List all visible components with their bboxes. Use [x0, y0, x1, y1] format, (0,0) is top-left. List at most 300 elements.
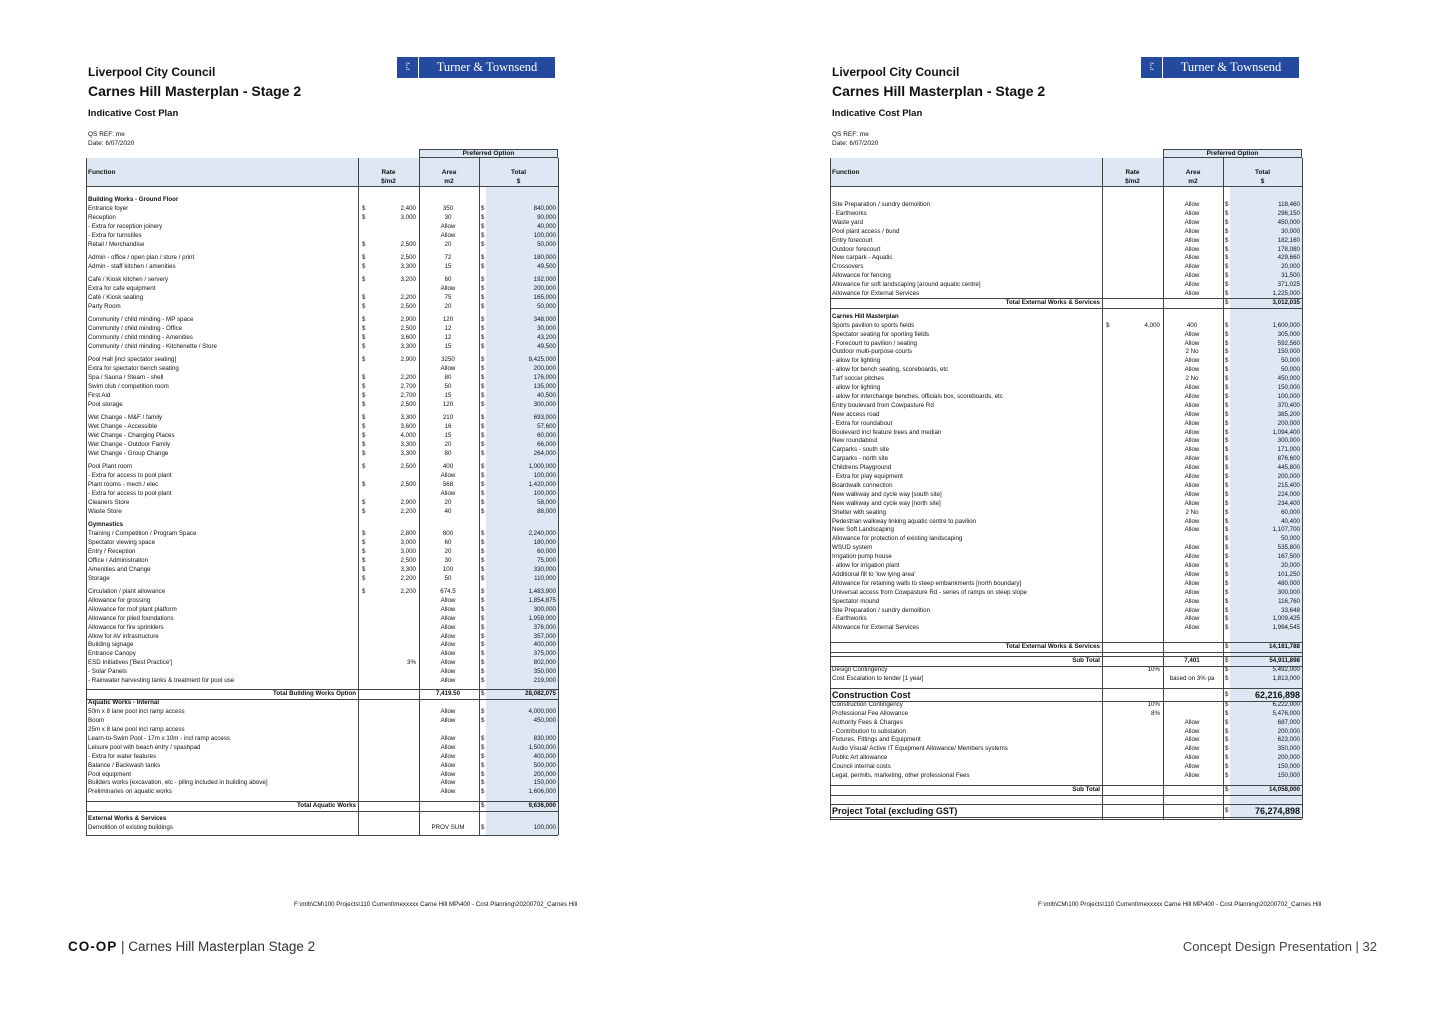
area-value: Allow — [440, 734, 456, 742]
table-bottom-rule — [86, 835, 558, 836]
row-function: - allow for irrigation plant — [832, 562, 900, 569]
rate-dollar: $ — [362, 432, 366, 440]
row-function: Reception — [88, 213, 116, 221]
row-function: - Contribution to substation — [832, 727, 906, 735]
row-function: Extra for spectator bench seating — [88, 365, 179, 373]
area-value: 60 — [444, 276, 452, 284]
area-value: Allow — [1184, 517, 1200, 525]
row-function: Amenities and Change — [88, 565, 151, 573]
row-function: Total External Works & Services — [1005, 298, 1100, 306]
total-row — [830, 643, 1302, 652]
cost-row — [86, 232, 558, 241]
total-dollar: $ — [1225, 464, 1229, 472]
total-value: 100,000 — [533, 231, 556, 239]
row-function: Community / child minding - MP space — [88, 316, 194, 324]
row-function: Allowance for soft landscaping [around aquatic centre] — [832, 281, 981, 289]
grid-line — [830, 158, 831, 819]
total-dollar: $ — [481, 423, 485, 431]
cost-row — [86, 641, 558, 650]
area-value: Allow — [1184, 290, 1200, 297]
row-function: Public Art allowance — [832, 754, 888, 762]
total-dollar: $ — [481, 632, 485, 640]
area-value: 210 — [442, 414, 454, 422]
total-dollar: $ — [1225, 298, 1229, 306]
area-value: Allow — [440, 743, 456, 751]
row-function: Cleaners Store — [88, 498, 130, 506]
area-value: 20 — [444, 441, 452, 448]
col-area-unit: m2 — [1188, 178, 1198, 185]
cost-row — [86, 717, 558, 726]
area-value: Allow — [1184, 419, 1200, 427]
total-dollar: $ — [481, 343, 485, 350]
cost-row — [830, 607, 1302, 616]
row-function: - Forecourt to pavilion / seating — [832, 339, 917, 347]
cost-row — [86, 481, 558, 490]
total-dollar: $ — [481, 392, 485, 399]
total-value: 802,000 — [533, 659, 556, 667]
total-dollar: $ — [481, 588, 485, 595]
row-function: Construction Contingency — [832, 700, 903, 708]
total-rule — [830, 804, 1302, 805]
row-function: Authority Fees & Charges — [832, 718, 903, 726]
total-value: 40,500 — [537, 392, 556, 399]
row-function: Wet Change - Outdoor Family — [88, 441, 171, 448]
area-value: Allow — [1184, 218, 1200, 226]
cost-row — [86, 334, 558, 343]
cost-row — [86, 343, 558, 352]
area-value: Allow — [1184, 201, 1200, 208]
rate-dollar: $ — [362, 392, 366, 399]
area-value: 2 No — [1185, 375, 1199, 383]
cost-row — [830, 526, 1302, 535]
total-dollar: $ — [1225, 700, 1229, 708]
cost-row — [86, 566, 558, 575]
area-value: Allow — [1184, 718, 1200, 726]
total-dollar: $ — [1225, 281, 1229, 289]
rate-value: 10% — [1147, 700, 1160, 708]
total-value: 1,009,425 — [1272, 615, 1300, 623]
total-value: 50,000 — [537, 240, 556, 248]
row-function: Irrigation pump house — [832, 553, 892, 561]
total-value: 1,107,700 — [1272, 526, 1300, 534]
area-value: Allow — [1184, 366, 1200, 374]
row-function: Training / Competition / Program Space — [88, 530, 197, 538]
rate-dollar: $ — [362, 565, 366, 573]
row-function: WSUD system — [832, 544, 873, 552]
total-value: 182,160 — [1277, 236, 1300, 244]
row-function: Leisure pool with beach entry / spashpad — [88, 743, 201, 751]
area-value: Allow — [1184, 236, 1200, 244]
area-value: 12 — [444, 325, 452, 333]
total-value: 54,911,898 — [1269, 657, 1300, 665]
row-function: Builders works [excavation, etc - piling included in building above] — [88, 779, 268, 787]
cost-row — [86, 432, 558, 441]
rate-dollar: $ — [362, 547, 366, 555]
area-value: Allow — [1184, 437, 1200, 445]
total-value: 623,000 — [1277, 736, 1300, 744]
row-function: Turf soccer pitches — [832, 375, 885, 383]
area-value: Allow — [440, 752, 456, 760]
total-value: 60,000 — [537, 432, 556, 440]
total-dollar: $ — [1225, 218, 1229, 226]
area-value: Allow — [440, 472, 456, 480]
cost-row — [830, 580, 1302, 589]
row-function: Allowance for grossing — [88, 596, 151, 604]
area-value: Allow — [1184, 544, 1200, 552]
row-function: Admin - office / open plan / store / print — [88, 253, 195, 261]
col-rate: Rate — [381, 169, 396, 176]
area-value: 16 — [444, 423, 452, 431]
total-value: 1,600,000 — [1272, 321, 1300, 329]
area-value: Allow — [1184, 736, 1200, 744]
cost-row — [86, 414, 558, 423]
row-function: Café / Kiosk kitchen / servery — [88, 276, 169, 284]
cost-row — [86, 753, 558, 762]
area-value: 15 — [444, 262, 452, 270]
cost-row — [86, 508, 558, 517]
cost-row — [830, 675, 1302, 684]
cost-row — [86, 548, 558, 557]
rate-value: 3,000 — [400, 539, 416, 546]
cost-row — [86, 624, 558, 633]
area-value: 3250 — [441, 356, 455, 364]
total-value: 20,000 — [1281, 562, 1300, 569]
total-value: 1,813,000 — [1272, 674, 1300, 682]
cost-row — [830, 710, 1302, 719]
area-value: Allow — [440, 365, 456, 373]
total-dollar: $ — [1225, 473, 1229, 480]
total-rule — [86, 811, 558, 812]
cost-row — [86, 392, 558, 401]
total-value: 376,000 — [533, 623, 556, 631]
row-function: Total Building Works Option — [273, 690, 356, 698]
row-function: Allowance for fencing — [832, 272, 891, 280]
cost-row — [86, 606, 558, 615]
area-value: 80 — [444, 449, 452, 457]
col-total: Total — [1254, 169, 1271, 176]
total-value: 58,000 — [537, 498, 556, 506]
area-value: Allow — [1184, 339, 1200, 347]
total-value: 101,250 — [1277, 570, 1300, 578]
area-value: 568 — [442, 481, 454, 489]
cost-row — [830, 228, 1302, 237]
total-value: 300,000 — [1277, 437, 1300, 445]
row-function: Project Total (excluding GST) — [832, 805, 958, 816]
total-value: 178,080 — [1277, 245, 1300, 253]
total-dollar: $ — [1225, 227, 1229, 235]
org-name: Liverpool City Council — [832, 65, 960, 79]
total-dollar: $ — [1225, 806, 1229, 814]
area-value: Allow — [1184, 579, 1200, 587]
row-function: Fixtures, Fittings and Equipment — [832, 736, 921, 744]
cost-row — [830, 237, 1302, 246]
cost-row — [830, 624, 1302, 633]
total-dollar: $ — [1225, 754, 1229, 762]
total-value: 200,000 — [1277, 727, 1300, 735]
area-value: 674.5 — [440, 588, 456, 595]
area-value: 15 — [444, 343, 452, 350]
row-function: Pool Hall [incl spectator seating] — [88, 356, 177, 364]
cost-row — [830, 571, 1302, 580]
total-value: 693,000 — [533, 414, 556, 422]
area-value: Allow — [1184, 272, 1200, 280]
total-value: 20,000 — [1281, 263, 1300, 271]
total-dollar: $ — [481, 204, 485, 212]
row-function: Childrens Playground — [832, 464, 892, 472]
col-area-unit: m2 — [444, 178, 454, 185]
row-function: Boom — [88, 717, 105, 725]
total-dollar: $ — [481, 605, 485, 613]
area-value: Allow — [1184, 597, 1200, 605]
cost-row — [86, 276, 558, 285]
row-function: Extra for cafe equipment — [88, 285, 156, 293]
rate-value: 2,500 — [400, 325, 416, 333]
rate-value: 2,500 — [400, 400, 416, 408]
total-dollar: $ — [481, 414, 485, 422]
total-dollar: $ — [1225, 657, 1229, 665]
row-function: Total Aquatic Works — [296, 801, 356, 809]
row-function: New access road — [832, 410, 880, 418]
total-dollar: $ — [481, 650, 485, 658]
cost-row — [86, 708, 558, 717]
row-function: Additional fill to 'low lying area' — [832, 570, 916, 578]
total-dollar: $ — [1225, 588, 1229, 596]
cost-row — [830, 719, 1302, 728]
cost-row — [830, 393, 1302, 402]
total-dollar: $ — [481, 432, 485, 440]
total-rule — [830, 795, 1302, 796]
area-value: 75 — [444, 294, 452, 301]
total-dollar: $ — [481, 276, 485, 284]
total-value: 300,000 — [533, 400, 556, 408]
total-dollar: $ — [481, 325, 485, 333]
total-value: 180,000 — [533, 253, 556, 261]
rate-dollar: $ — [362, 374, 366, 382]
cost-row — [830, 473, 1302, 482]
section-heading — [86, 815, 558, 824]
area-value: Allow — [440, 761, 456, 769]
total-dollar: $ — [481, 743, 485, 751]
total-dollar: $ — [1225, 330, 1229, 338]
row-function: Plant rooms - mech / elec — [88, 481, 159, 489]
rate-dollar: $ — [362, 414, 366, 422]
row-function: Preliminaries on aquatic works — [88, 788, 172, 796]
total-dollar: $ — [481, 481, 485, 489]
area-value: Allow — [440, 708, 456, 716]
total-value: 1,994,545 — [1272, 624, 1300, 632]
row-function: Total External Works & Services — [1005, 643, 1100, 651]
total-dollar: $ — [481, 222, 485, 230]
cost-row — [86, 779, 558, 788]
area-value: Allow — [1184, 245, 1200, 253]
row-function: - Earthworks — [832, 615, 867, 623]
logo-mark-icon: ⁞⁚ — [1141, 57, 1163, 78]
total-value: 215,400 — [1277, 481, 1300, 489]
row-function: Design Contingency — [832, 666, 888, 673]
project-title: Carnes Hill Masterplan - Stage 2 — [88, 83, 302, 99]
total-value: 5,492,000 — [1272, 666, 1300, 673]
cost-row — [86, 659, 558, 668]
total-dollar: $ — [481, 530, 485, 538]
turner-townsend-logo — [1141, 57, 1299, 78]
turner-townsend-logo — [397, 57, 555, 78]
row-function: Entrance foyer — [88, 204, 129, 212]
total-dollar: $ — [1225, 339, 1229, 347]
row-function: - Extra for play equipment — [832, 473, 903, 480]
cost-row — [830, 763, 1302, 772]
total-dollar: $ — [1225, 499, 1229, 507]
total-value: 234,400 — [1277, 499, 1300, 507]
row-function: Allowance for protection of existing landscaping — [832, 535, 963, 543]
total-dollar: $ — [481, 623, 485, 631]
row-function: Spectator viewing space — [88, 539, 156, 546]
total-value: 150,000 — [533, 779, 556, 787]
total-dollar: $ — [1225, 517, 1229, 525]
total-value: 165,000 — [533, 294, 556, 301]
total-dollar: $ — [1225, 437, 1229, 445]
row-function: - Rainwater harvesting tanks & treatment for pool use — [88, 677, 235, 684]
area-value: Allow — [1184, 562, 1200, 569]
cost-row — [86, 383, 558, 392]
grid-line — [1223, 158, 1224, 819]
cost-row — [830, 464, 1302, 473]
area-value: 40 — [444, 507, 452, 515]
total-value: 350,000 — [533, 668, 556, 676]
total-value: 305,000 — [1277, 330, 1300, 338]
total-value: 50,000 — [1281, 535, 1300, 543]
area-value: 50 — [444, 383, 452, 391]
total-row — [830, 299, 1302, 308]
total-value: 180,000 — [533, 539, 556, 546]
qs-ref: QS REF: me — [88, 131, 125, 138]
total-value: 88,000 — [537, 507, 556, 515]
col-total-unit: $ — [516, 178, 521, 185]
section-heading — [86, 521, 558, 530]
rate-value: 2,500 — [400, 253, 416, 261]
total-value: 14,058,000 — [1269, 785, 1300, 793]
cost-row — [830, 411, 1302, 420]
area-value: 7,401 — [1184, 657, 1200, 665]
row-function: First Aid — [88, 392, 111, 399]
total-dollar: $ — [481, 302, 485, 310]
area-value: Allow — [1184, 490, 1200, 498]
total-dollar: $ — [1225, 674, 1229, 682]
row-function: ESD Initiatives ['Best Practice'] — [88, 659, 173, 667]
area-value: Allow — [440, 668, 456, 676]
total-value: 110,000 — [534, 574, 556, 582]
total-dollar: $ — [1225, 624, 1229, 632]
row-function: - Solar Panels — [88, 668, 127, 676]
rate-value: 2,500 — [400, 302, 416, 310]
total-value: 40,000 — [537, 222, 556, 230]
total-dollar: $ — [1225, 666, 1229, 673]
rate-value: 2,200 — [400, 374, 416, 382]
rate-value: 8% — [1151, 709, 1160, 717]
cost-row — [86, 472, 558, 481]
col-total: Total — [510, 169, 527, 176]
total-dollar: $ — [1225, 553, 1229, 561]
rate-dollar: $ — [362, 423, 366, 431]
rate-value: 2,500 — [400, 463, 416, 471]
total-value: 43,200 — [537, 334, 556, 342]
total-value: 300,000 — [533, 605, 556, 613]
total-value: 450,000 — [1277, 218, 1300, 226]
area-value: 100 — [442, 565, 454, 573]
total-value: 40,400 — [1281, 517, 1300, 525]
cost-row — [86, 450, 558, 459]
total-value: 830,000 — [533, 734, 556, 742]
rate-dollar: $ — [362, 204, 366, 212]
total-dollar: $ — [481, 574, 485, 582]
cost-row — [830, 666, 1302, 675]
total-value: 1,500,000 — [528, 743, 556, 751]
table-bottom-rule — [830, 819, 1302, 820]
row-function: Pool plant access / bund — [832, 227, 900, 235]
total-dollar: $ — [481, 659, 485, 667]
grid-line — [86, 158, 87, 835]
total-value: 264,000 — [533, 449, 556, 457]
total-dollar: $ — [1225, 544, 1229, 552]
total-value: 592,560 — [1277, 339, 1300, 347]
cost-row — [830, 366, 1302, 375]
row-function: - Extra for turnstiles — [88, 231, 142, 239]
cost-row — [830, 446, 1302, 455]
total-rule — [86, 689, 558, 690]
cost-row — [830, 402, 1302, 411]
row-function: New roundabout — [832, 437, 878, 445]
area-value: Allow — [440, 231, 456, 239]
total-dollar: $ — [481, 213, 485, 221]
rate-value: 3,600 — [400, 423, 416, 431]
total-value: 1,225,000 — [1272, 290, 1300, 297]
rate-value: 3,300 — [400, 449, 416, 457]
row-function: - allow for lighting — [832, 384, 881, 391]
total-value: 445,800 — [1277, 464, 1300, 472]
total-rule — [830, 298, 1302, 299]
rate-dollar: $ — [362, 213, 366, 221]
total-dollar: $ — [481, 801, 485, 809]
row-function: Shelter with seating — [832, 508, 886, 516]
row-function: - Extra for water features — [88, 752, 157, 760]
area-value: 80 — [444, 374, 452, 382]
row-function: Pool equipment — [88, 770, 131, 778]
total-dollar: $ — [1225, 772, 1229, 779]
cost-row — [86, 490, 558, 499]
cost-row — [830, 420, 1302, 429]
total-value: 66,000 — [537, 441, 556, 448]
rate-value: 3,600 — [400, 334, 416, 342]
total-value: 429,660 — [1277, 254, 1300, 262]
row-function: Carparks - south site — [832, 446, 890, 454]
cost-row — [830, 701, 1302, 710]
area-value: Allow — [1184, 754, 1200, 762]
row-function: Wet Change - Accessible — [88, 423, 158, 431]
plan-date: Date: 6/07/2020 — [832, 140, 879, 147]
rate-dollar: $ — [362, 316, 366, 324]
total-value: 1,094,400 — [1272, 428, 1300, 436]
qs-ref: QS REF: me — [832, 131, 869, 138]
total-dollar: $ — [481, 641, 485, 649]
total-value: 60,000 — [1281, 508, 1300, 516]
total-dollar: $ — [481, 761, 485, 769]
total-dollar: $ — [481, 316, 485, 324]
total-value: 200,000 — [533, 285, 556, 293]
total-dollar: $ — [481, 472, 485, 480]
row-function: Community / child minding - Kitchenette / Store — [88, 343, 217, 350]
row-function: Retail / Merchandise — [88, 240, 145, 248]
total-dollar: $ — [1225, 526, 1229, 534]
cost-row — [830, 535, 1302, 544]
